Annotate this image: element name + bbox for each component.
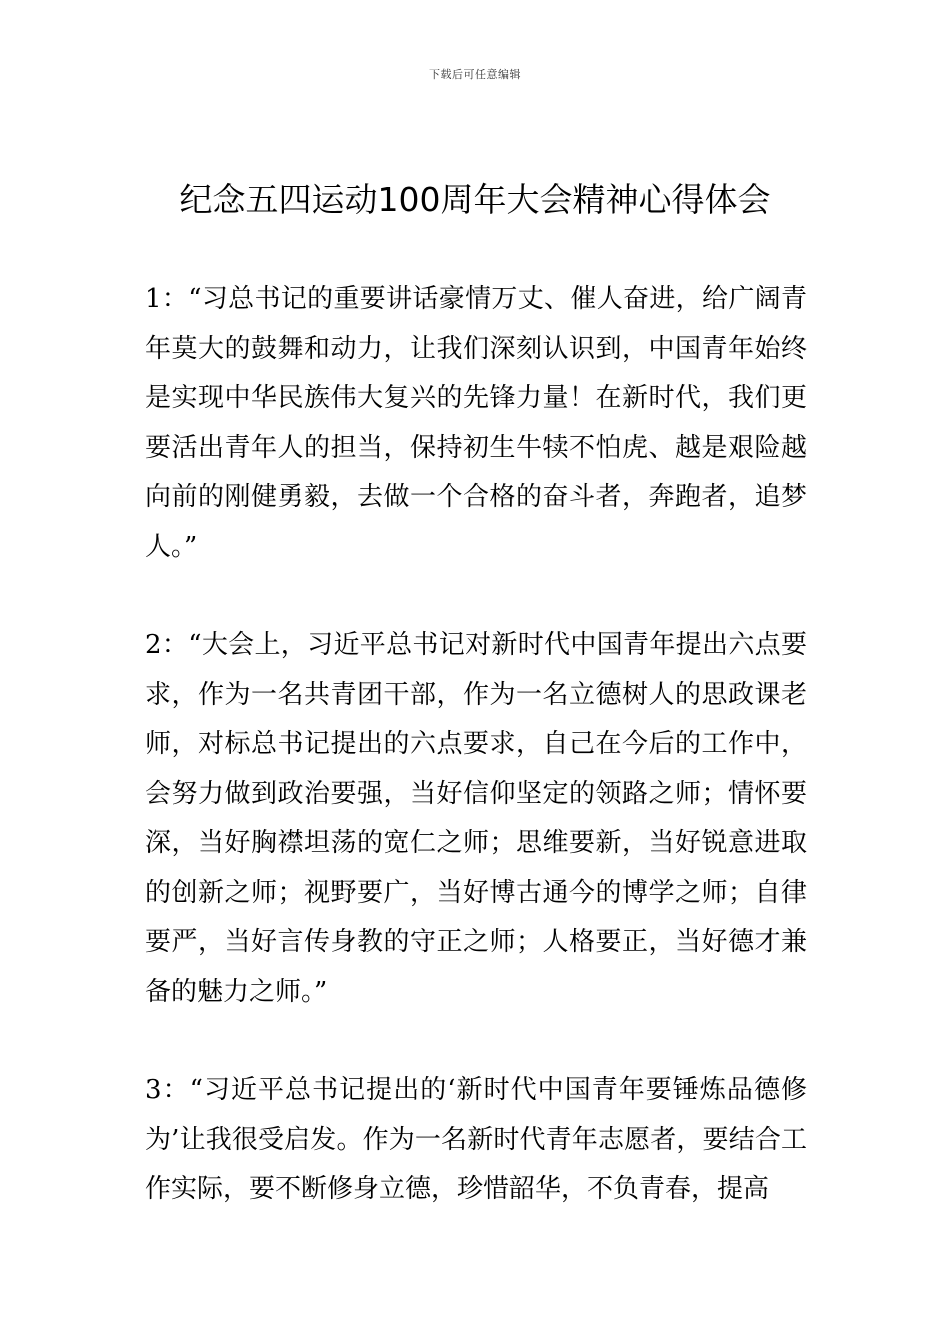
document-title: 纪念五四运动100周年大会精神心得体会 — [179, 180, 771, 219]
paragraph-1: 1：“习总书记的重要讲话豪情万丈、催人奋进，给广阔青年莫大的鼓舞和动力，让我们深刻认识到，中国青年始终是实现中华民族伟大复兴的先锋力量！在新时代，我们更要活出青年人的担当，保持初生牛犊不怕虎、越是艰险越向前的刚健勇毅，去做一个合格的奋斗者，奔跑者，追梦人。” — [145, 284, 807, 562]
document-body — [145, 275, 807, 1264]
paragraph-2: 2：“大会上，习近平总书记对新时代中国青年提出六点要求，作为一名共青团干部，作为一名立德树人的思政课老师，对标总书记提出的六点要求，自己在今后的工作中，会努力做到政治要强，当好信仰坚定的领路之师；情怀要深，当好胸襟坦荡的宽仁之师；思维要新，当好锐意进取的创新之师；视野要广，当好博古通今的博学之师；自律要严，当好言传身教的守正之师；人格要正，当好德才兼备的魅力之师。” — [145, 630, 807, 1007]
header-note: 下载后可任意编辑 — [429, 68, 521, 81]
paragraph-3: 3：“习近平总书记提出的‘新时代中国青年要锤炼品德修为’让我很受启发。作为一名新时代青年志愿者，要结合工作实际，要不断修身立德，珍惜韶华，不负青春，提高 — [145, 1075, 807, 1204]
